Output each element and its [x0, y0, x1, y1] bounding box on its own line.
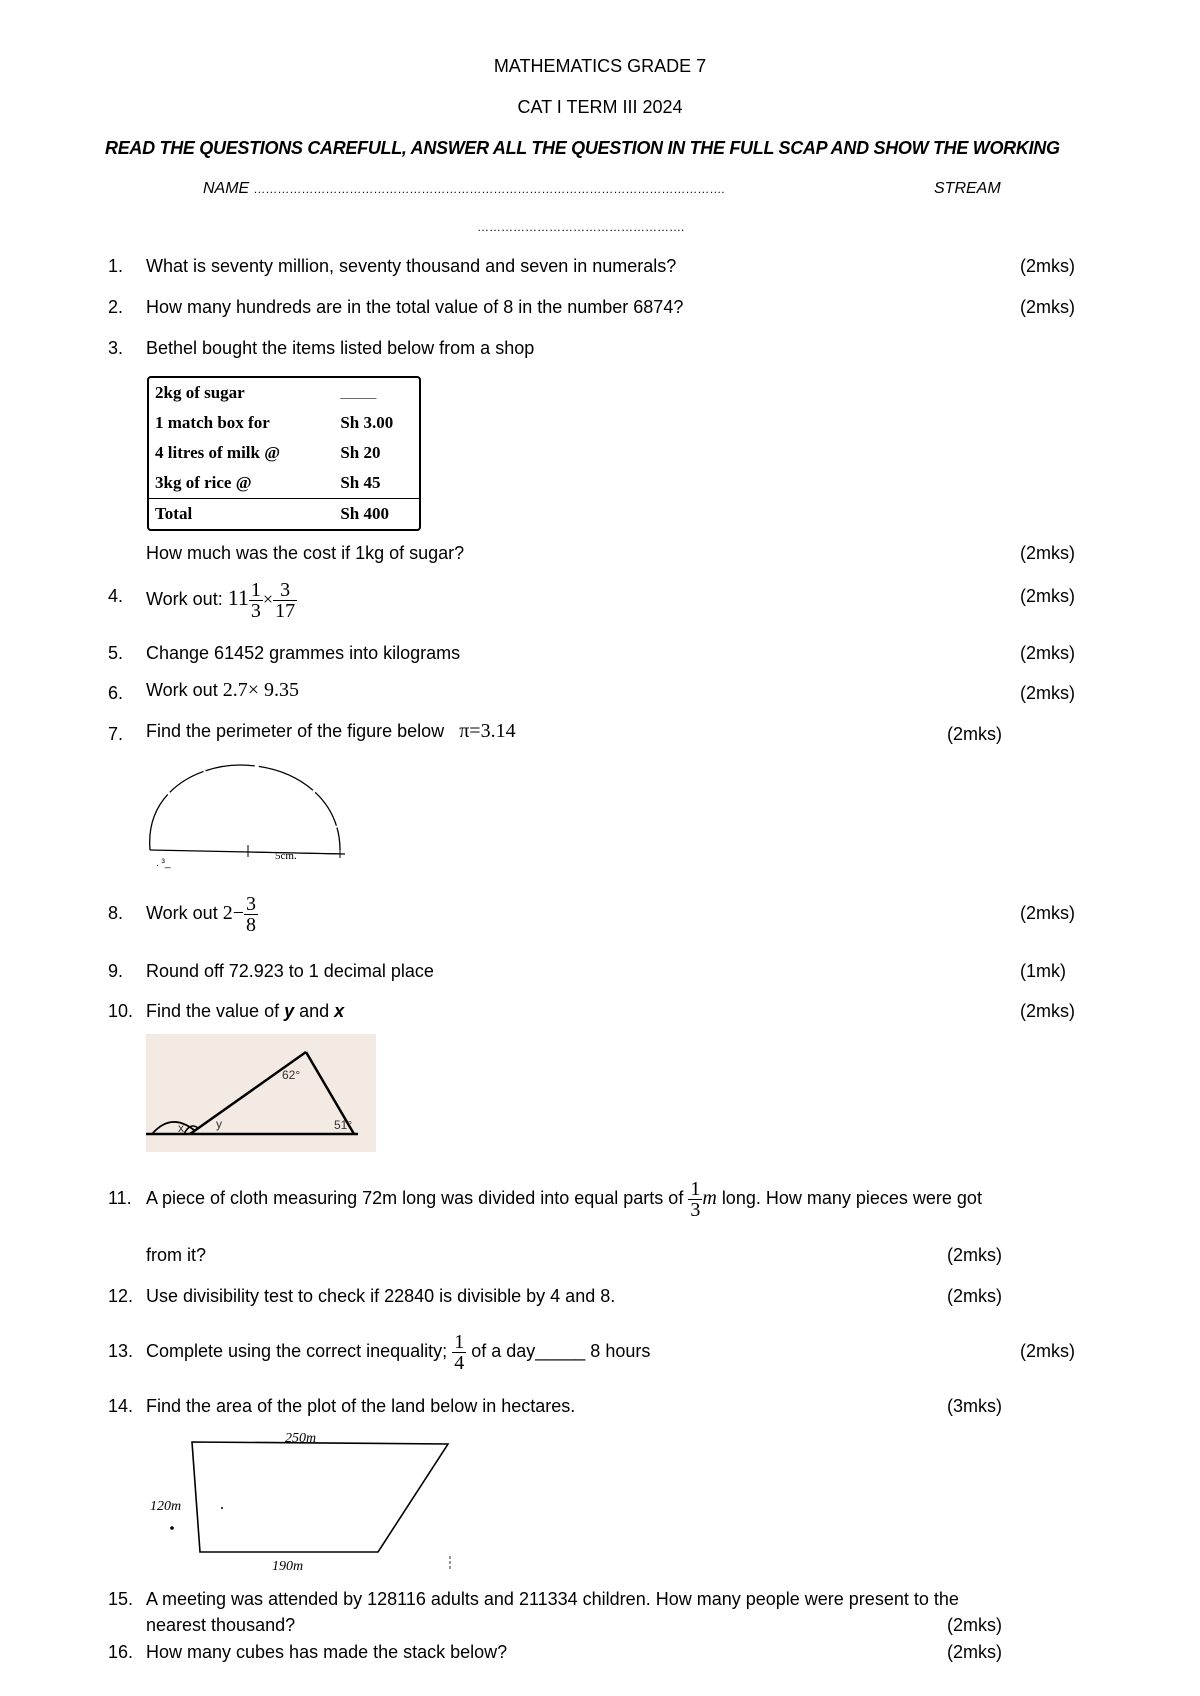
q-number: 9.	[108, 961, 124, 981]
shop-table	[147, 376, 421, 531]
whole-number: 2−	[222, 902, 244, 924]
name-field	[203, 180, 725, 198]
q-text-line	[146, 720, 516, 743]
fraction	[688, 1179, 702, 1220]
price-cell: Sh 400	[320, 498, 419, 529]
item-cell: 1 match box for	[155, 413, 270, 432]
variable-x: x	[334, 1001, 345, 1021]
q-text: Complete using the correct inequality;	[146, 1341, 448, 1361]
expression: 2.7× 9.35	[222, 679, 299, 701]
numerator: 3	[246, 892, 256, 915]
q-number: 13.	[108, 1341, 134, 1361]
semicircle-figure	[140, 760, 350, 870]
q-number: 16.	[108, 1642, 134, 1662]
q-text: What is seventy million, seventy thousand and seven in numerals?	[146, 256, 677, 276]
page-title: MATHEMATICS GRADE 7	[493, 56, 707, 76]
item-cell: 4 litres of milk @	[155, 443, 281, 462]
q-text: Change 61452 grammes into kilograms	[146, 643, 461, 663]
q-text: Bethel bought the items listed below from a shop	[146, 338, 535, 358]
q-text-line	[146, 679, 299, 702]
q-text: Find the value of	[146, 1001, 285, 1021]
q-number: 6.	[108, 683, 124, 703]
table-row	[149, 438, 419, 468]
q-marks: (2mks)	[947, 1642, 1002, 1662]
table-row	[149, 498, 419, 529]
q-text: long. How many pieces were got	[721, 1188, 982, 1208]
angle-y: y	[216, 1117, 222, 1131]
q-text: Use divisibility test to check if 22840 is divisible by 4 and 8.	[146, 1286, 616, 1306]
denominator: 4	[454, 1351, 465, 1374]
q-text: Work out:	[146, 589, 223, 609]
q-marks: (2mks)	[1020, 903, 1075, 923]
q-number: 1.	[108, 256, 124, 276]
price-cell: ______	[340, 385, 377, 400]
q-number: 10.	[108, 1001, 134, 1021]
q-marks: (2mks)	[1020, 256, 1075, 276]
numerator: 3	[273, 580, 297, 601]
denominator: 17	[275, 599, 296, 622]
q-number: 14.	[108, 1396, 134, 1416]
page-subtitle: CAT I TERM III 2024	[517, 97, 683, 117]
item-cell: 2kg of sugar	[155, 383, 245, 402]
q-text: and	[294, 1001, 335, 1021]
angle-51: 51°	[334, 1118, 353, 1132]
q-marks: (2mks)	[947, 724, 1002, 744]
q-number: 12.	[108, 1286, 134, 1306]
q-text-line	[146, 568, 297, 628]
q-number: 3.	[108, 338, 124, 358]
fraction	[244, 894, 258, 935]
q-text: A piece of cloth measuring 72m long was divided into equal parts of	[146, 1188, 684, 1208]
top-label: 250m	[285, 1431, 317, 1446]
denominator: 3	[690, 1198, 701, 1221]
q-number: 15.	[108, 1589, 134, 1609]
q-text: How many cubes has made the stack below?	[146, 1642, 508, 1662]
q-marks: (2mks)	[947, 1245, 1002, 1265]
q-text: Work out	[146, 680, 218, 700]
name-dots: ……………………………………………………………………………………………………….	[253, 182, 726, 196]
q-marks: (2mks)	[947, 1286, 1002, 1306]
stream-dots: …………………………………………….	[477, 220, 685, 234]
q-number: 4.	[108, 586, 124, 606]
q-marks: (2mks)	[1020, 297, 1075, 317]
whole-number: 11	[227, 585, 249, 610]
fraction	[249, 580, 263, 621]
instructions: READ THE QUESTIONS CAREFULL, ANSWER ALL THE QUESTION IN THE FULL SCAP AND SHOW THE WORKING	[105, 138, 1060, 158]
q-marks: (1mk)	[1020, 961, 1066, 981]
price-cell: Sh 3.00	[340, 413, 394, 432]
angle-x: x	[178, 1121, 184, 1135]
item-cell: Total	[149, 498, 320, 529]
left-label: 120m	[150, 1499, 182, 1514]
fraction	[452, 1332, 466, 1373]
numerator: 1	[690, 1177, 701, 1200]
q-text-line	[146, 1001, 344, 1022]
q-text: Find the perimeter of the figure below	[146, 721, 445, 741]
q-marks: (2mks)	[1020, 683, 1075, 703]
numerator: 1	[250, 578, 261, 601]
operator: ×	[262, 589, 274, 609]
q-number: 7.	[108, 724, 124, 744]
q-text: How many hundreds are in the total value of 8 in the number 6874?	[146, 297, 684, 317]
q-followup: How much was the cost if 1kg of sugar?	[146, 543, 465, 563]
numerator: 1	[454, 1330, 465, 1353]
expression: π=3.14	[459, 720, 516, 742]
q-marks: (2mks)	[1020, 1341, 1075, 1361]
variable-y: y	[284, 1001, 295, 1021]
q-number: 8.	[108, 903, 124, 923]
table-row	[149, 378, 419, 408]
q-number: 2.	[108, 297, 124, 317]
unit: m	[702, 1187, 717, 1209]
item-cell: 3kg of rice @	[155, 473, 252, 492]
stream-label: STREAM	[934, 180, 1001, 197]
q-marks: (3mks)	[947, 1396, 1002, 1416]
q-text-line	[146, 883, 258, 943]
table-row	[149, 468, 419, 498]
q-text: Work out	[146, 903, 218, 923]
price-cell: Sh 45	[340, 473, 381, 492]
q-text: A meeting was attended by 128116 adults and 211334 children. How many people were present to the	[146, 1589, 959, 1609]
trapezium-figure	[150, 1428, 460, 1578]
q-marks: (2mks)	[1020, 586, 1075, 606]
q-text-line	[146, 1168, 982, 1228]
q-text-line	[146, 1321, 650, 1381]
angle-62: 62°	[282, 1068, 301, 1082]
q-text: Round off 72.923 to 1 decimal place	[146, 961, 434, 981]
bottom-label: 190m	[272, 1559, 304, 1574]
price-cell: Sh 20	[340, 443, 381, 462]
q-text: Find the area of the plot of the land below in hectares.	[146, 1396, 576, 1416]
q-marks: (2mks)	[1020, 543, 1075, 563]
q-marks: (2mks)	[947, 1615, 1002, 1635]
q-text: from it?	[146, 1245, 207, 1265]
denominator: 8	[246, 913, 256, 936]
radius-label: 5cm.	[275, 850, 297, 862]
q-marks: (2mks)	[1020, 1001, 1075, 1021]
q-text: nearest thousand?	[146, 1615, 296, 1635]
triangle-figure	[146, 1034, 376, 1152]
q-number: 5.	[108, 643, 124, 663]
table-row	[149, 408, 419, 438]
name-label: NAME	[203, 180, 250, 197]
denominator: 3	[250, 599, 261, 622]
fraction	[273, 580, 297, 621]
q-text: of a day_____ 8 hours	[471, 1341, 651, 1361]
q-number: 11.	[108, 1188, 132, 1208]
svg-text:. ³_: . ³_	[156, 858, 171, 869]
q-marks: (2mks)	[1020, 643, 1075, 663]
